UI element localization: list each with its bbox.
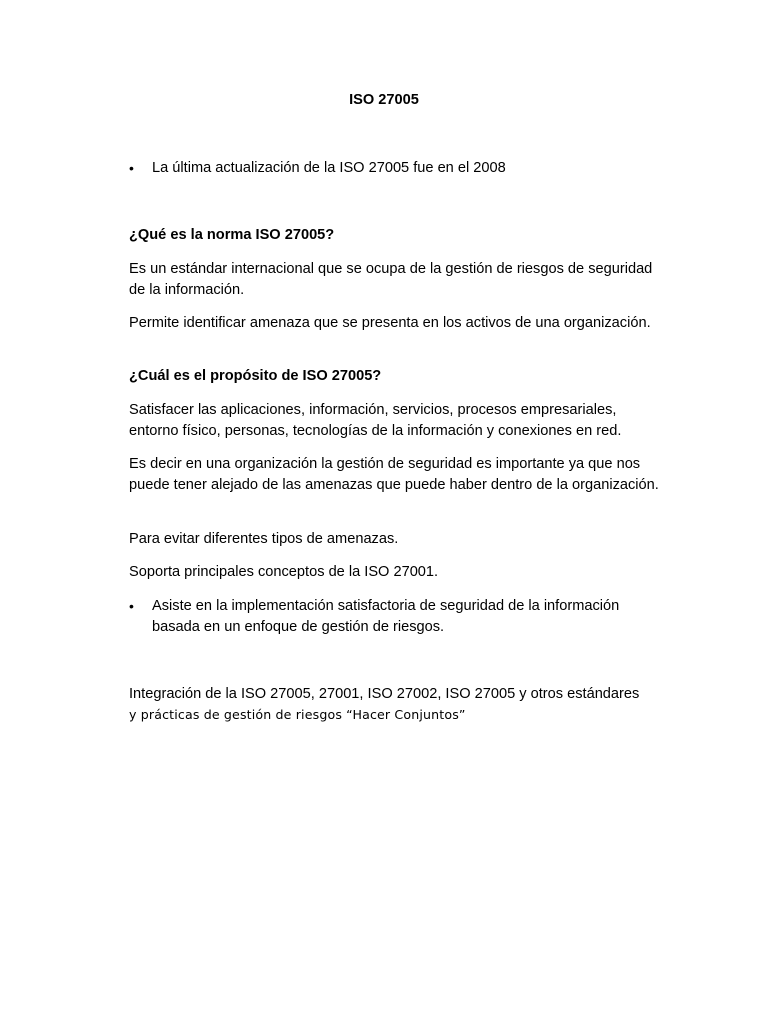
bullet-icon: •	[129, 598, 134, 614]
paragraph-avoid-threats: Para evitar diferentes tipos de amenazas.	[129, 531, 399, 547]
document-title: ISO 27005	[349, 92, 419, 108]
paragraph-definition: Es un estándar internacional que se ocupa de la gestión de riesgos de seguridad de la información.	[129, 261, 653, 298]
section-heading-purpose: ¿Cuál es el propósito de ISO 27005?	[129, 368, 382, 384]
bullet-text: La última actualización de la ISO 27005 fue en el 2008	[152, 160, 506, 176]
section-heading-what-is: ¿Qué es la norma ISO 27005?	[129, 227, 335, 243]
paragraph-satisfy: Satisfacer las aplicaciones, información, servicios, procesos empresariales, entorno físico, personas, tecnologías de la información y conexiones en red.	[129, 402, 622, 439]
paragraph-integration-line-1: Integración de la ISO 27005, 27001, ISO 27002, ISO 27005 y otros estándares	[129, 686, 640, 702]
paragraph-integration-line-2: y prácticas de gestión de riesgos “Hacer Conjuntos”	[129, 707, 466, 722]
bullet-icon: •	[129, 160, 134, 176]
bullet-text: Asiste en la implementación satisfactoria de seguridad de la información basada en un enfoque de gestión de riesgos.	[152, 598, 620, 635]
paragraph-supports: Soporta principales conceptos de la ISO 27001.	[129, 564, 439, 580]
paragraph-importance: Es decir en una organización la gestión de seguridad es importante ya que nos puede tener alejado de las amenazas que puede haber dentro de la organización.	[129, 456, 659, 493]
paragraph-identify: Permite identificar amenaza que se presenta en los activos de una organización.	[129, 315, 651, 331]
